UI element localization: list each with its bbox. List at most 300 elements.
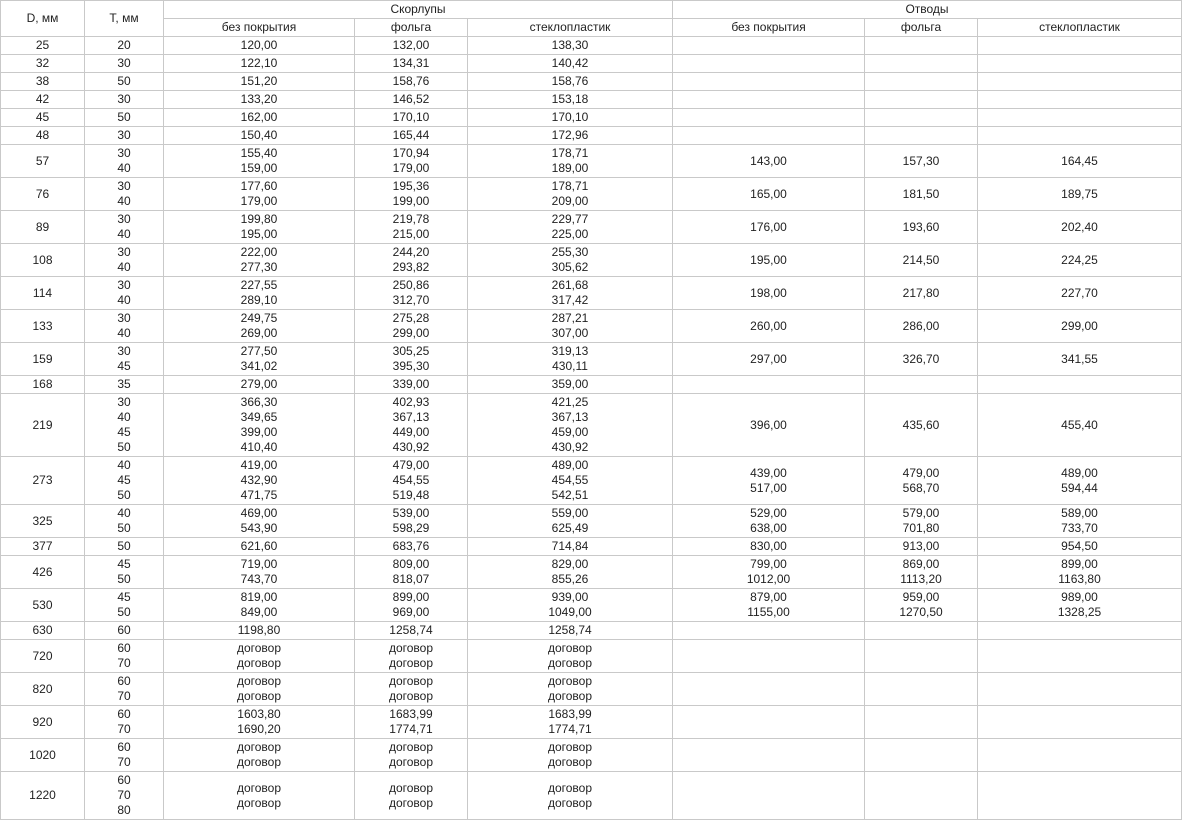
cell-shells-foil-value: 132,00 — [392, 38, 430, 52]
cell-bends-glass — [978, 706, 1182, 739]
cell-shells-glass — [468, 55, 673, 73]
cell-shells-bare-value: договор — [236, 795, 282, 810]
table-row — [1, 739, 1182, 772]
cell-shells-foil-value: 598,29 — [392, 521, 430, 535]
cell-shells-bare-value: 399,00 — [240, 425, 278, 439]
cell-shells-glass-value: 178,71 — [551, 179, 589, 193]
cell-bends-glass-value: 899,00 — [1061, 557, 1098, 571]
cell-shells-foil-value: 199,00 — [392, 194, 430, 208]
cell-shells-foil-value: договор — [388, 740, 434, 754]
cell-bends-foil-value: 286,00 — [902, 318, 940, 333]
cell-thickness-value: 45 — [117, 425, 131, 439]
cell-shells-bare-value: 249,75 — [240, 311, 278, 325]
cell-thickness — [85, 73, 164, 91]
cell-shells-glass — [468, 37, 673, 55]
cell-shells-glass — [468, 739, 673, 772]
cell-shells-glass-value: 542,51 — [551, 488, 589, 502]
cell-bends-glass — [978, 376, 1182, 394]
cell-shells-bare-value: 1690,20 — [237, 722, 281, 736]
cell-bends-foil-value: 1113,20 — [900, 572, 942, 586]
cell-bends-foil — [865, 556, 978, 589]
cell-shells-foil — [355, 178, 468, 211]
cell-bends-glass — [978, 772, 1182, 820]
cell-shells-bare-value: 133,20 — [240, 92, 278, 106]
cell-shells-foil — [355, 706, 468, 739]
header-group-shells: Скорлупы — [164, 1, 673, 19]
cell-bends-bare-value: 830,00 — [750, 539, 787, 553]
cell-shells-bare — [164, 706, 355, 739]
cell-shells-bare-value: договор — [236, 641, 282, 655]
cell-bends-bare — [673, 394, 865, 457]
cell-shells-foil — [355, 211, 468, 244]
cell-bends-foil — [865, 706, 978, 739]
cell-thickness — [85, 457, 164, 505]
cell-bends-glass-value: 224,25 — [1061, 252, 1098, 267]
cell-thickness-value: 30 — [117, 245, 131, 259]
cell-shells-bare-value: 849,00 — [240, 605, 278, 619]
cell-shells-bare-value: 419,00 — [240, 458, 278, 472]
table-row — [1, 505, 1182, 538]
cell-shells-glass — [468, 109, 673, 127]
cell-bends-glass — [978, 538, 1182, 556]
cell-shells-glass-value: 359,00 — [551, 377, 589, 391]
cell-bends-glass — [978, 244, 1182, 277]
cell-thickness-value: 30 — [117, 212, 131, 226]
cell-shells-bare-value: 122,10 — [240, 56, 278, 70]
cell-thickness-value: 30 — [117, 395, 131, 409]
cell-diameter: 1020 — [1, 739, 85, 772]
cell-bends-bare — [673, 622, 865, 640]
cell-thickness-value: 50 — [117, 521, 131, 535]
table-row — [1, 145, 1182, 178]
cell-bends-bare — [673, 73, 865, 91]
cell-shells-glass-value: 430,92 — [551, 440, 589, 454]
cell-shells-bare-value: 199,80 — [240, 212, 278, 226]
header-row-coatings — [1, 19, 1182, 37]
table-row — [1, 556, 1182, 589]
cell-shells-glass — [468, 556, 673, 589]
cell-shells-foil — [355, 772, 468, 820]
cell-shells-foil — [355, 673, 468, 706]
cell-shells-bare-value: 819,00 — [240, 590, 278, 604]
table-row — [1, 376, 1182, 394]
cell-shells-bare-value: 150,40 — [240, 128, 278, 142]
cell-thickness — [85, 622, 164, 640]
cell-shells-glass — [468, 457, 673, 505]
cell-shells-glass-value: 855,26 — [551, 572, 589, 586]
cell-shells-glass-value: 625,49 — [551, 521, 589, 535]
cell-bends-glass-value: 227,70 — [1061, 285, 1098, 300]
cell-bends-glass-value: 489,00 — [1061, 465, 1098, 480]
cell-bends-glass-value: 594,44 — [1061, 480, 1098, 495]
cell-bends-bare-value: 879,00 — [750, 590, 787, 604]
cell-shells-foil-value: 339,00 — [392, 377, 430, 391]
cell-bends-bare-value: 143,00 — [750, 153, 787, 168]
cell-shells-bare-value: 279,00 — [240, 377, 278, 391]
cell-shells-bare — [164, 310, 355, 343]
cell-shells-bare-value: 719,00 — [240, 557, 278, 571]
header-group-bends: Отводы — [673, 1, 1182, 19]
cell-shells-foil-value: договор — [388, 674, 434, 688]
cell-shells-glass — [468, 538, 673, 556]
cell-thickness — [85, 310, 164, 343]
cell-bends-glass-value: 164,45 — [1061, 153, 1098, 168]
header-bends-foil: фольга — [865, 19, 978, 37]
cell-shells-glass-value: 209,00 — [551, 194, 589, 208]
cell-shells-bare — [164, 37, 355, 55]
table-row — [1, 772, 1182, 820]
cell-shells-glass-value: 367,13 — [551, 410, 589, 424]
cell-bends-bare — [673, 772, 865, 820]
cell-thickness-value: 60 — [117, 740, 131, 754]
cell-bends-bare — [673, 178, 865, 211]
cell-thickness-value: 80 — [117, 803, 131, 817]
cell-diameter: 48 — [1, 127, 85, 145]
table-row — [1, 55, 1182, 73]
cell-bends-bare — [673, 589, 865, 622]
cell-shells-bare-value: 179,00 — [240, 194, 278, 208]
cell-thickness — [85, 739, 164, 772]
cell-bends-foil — [865, 394, 978, 457]
cell-shells-glass-value: 459,00 — [551, 425, 589, 439]
cell-bends-glass — [978, 145, 1182, 178]
cell-bends-bare-value: 799,00 — [750, 557, 787, 571]
cell-thickness — [85, 556, 164, 589]
cell-shells-foil-value: 215,00 — [392, 227, 430, 241]
cell-thickness — [85, 178, 164, 211]
cell-shells-foil — [355, 91, 468, 109]
cell-shells-bare — [164, 109, 355, 127]
cell-shells-bare-value: 543,90 — [240, 521, 278, 535]
cell-bends-glass-value: 202,40 — [1061, 219, 1098, 234]
cell-shells-glass-value: 178,71 — [551, 146, 589, 160]
cell-shells-bare — [164, 589, 355, 622]
cell-shells-foil-value: 146,52 — [392, 92, 430, 106]
cell-bends-glass — [978, 211, 1182, 244]
cell-bends-foil-value: 479,00 — [902, 465, 940, 480]
cell-shells-glass-value: 172,96 — [551, 128, 589, 142]
cell-bends-bare — [673, 55, 865, 73]
cell-shells-bare — [164, 772, 355, 820]
cell-thickness — [85, 538, 164, 556]
cell-shells-bare-value: 159,00 — [240, 161, 278, 175]
cell-thickness — [85, 277, 164, 310]
cell-shells-foil-value: договор — [388, 656, 434, 670]
cell-thickness-value: 30 — [117, 179, 131, 193]
cell-shells-foil-value: договор — [388, 641, 434, 655]
cell-diameter: 168 — [1, 376, 85, 394]
cell-shells-glass-value: договор — [547, 755, 593, 769]
cell-bends-foil-value: 959,00 — [902, 590, 940, 604]
table-row — [1, 673, 1182, 706]
cell-shells-glass — [468, 622, 673, 640]
cell-thickness — [85, 244, 164, 277]
cell-shells-foil — [355, 343, 468, 376]
cell-shells-bare — [164, 244, 355, 277]
cell-shells-foil-value: 454,55 — [392, 473, 430, 487]
cell-shells-foil-value: договор — [388, 755, 434, 769]
cell-shells-foil — [355, 622, 468, 640]
cell-shells-foil-value: 275,28 — [392, 311, 430, 325]
cell-thickness-value: 30 — [117, 56, 131, 70]
cell-thickness — [85, 673, 164, 706]
cell-thickness — [85, 91, 164, 109]
cell-bends-bare-value: 260,00 — [750, 318, 787, 333]
cell-shells-foil-value: 305,25 — [392, 344, 430, 358]
cell-thickness-value: 50 — [117, 572, 131, 586]
cell-shells-bare-value: 162,00 — [240, 110, 278, 124]
cell-bends-bare-value: 297,00 — [750, 351, 787, 366]
cell-shells-foil-value: 1258,74 — [389, 623, 433, 637]
cell-thickness-value: 60 — [117, 707, 131, 721]
cell-shells-foil-value: 179,00 — [392, 161, 430, 175]
cell-thickness-value: 60 — [117, 623, 131, 637]
cell-thickness — [85, 343, 164, 376]
cell-bends-foil — [865, 73, 978, 91]
cell-shells-bare-value: 151,20 — [240, 74, 278, 88]
header-shells-glass: стеклопластик — [468, 19, 673, 37]
cell-shells-bare-value: 177,60 — [240, 179, 278, 193]
cell-shells-glass-value: 1258,74 — [548, 623, 592, 637]
cell-shells-bare-value: 1603,80 — [237, 707, 281, 721]
cell-thickness-value: 30 — [117, 278, 131, 292]
cell-shells-glass — [468, 673, 673, 706]
cell-bends-bare — [673, 310, 865, 343]
cell-shells-glass-value: 158,76 — [551, 74, 589, 88]
cell-bends-glass — [978, 37, 1182, 55]
cell-shells-glass-value: 225,00 — [551, 227, 589, 241]
cell-shells-foil-value: 395,30 — [392, 359, 430, 373]
cell-shells-glass — [468, 505, 673, 538]
cell-thickness-value: 45 — [117, 359, 131, 373]
cell-shells-bare-value: 341,02 — [240, 359, 278, 373]
cell-bends-glass — [978, 73, 1182, 91]
cell-bends-glass-value: 189,75 — [1061, 186, 1098, 201]
cell-bends-foil-value: 568,70 — [902, 480, 940, 495]
cell-bends-bare — [673, 739, 865, 772]
cell-thickness-value: 45 — [117, 590, 131, 604]
cell-thickness-value: 40 — [117, 458, 131, 472]
table-row — [1, 457, 1182, 505]
cell-shells-glass — [468, 244, 673, 277]
cell-shells-foil-value: 809,00 — [392, 557, 430, 571]
cell-bends-glass — [978, 673, 1182, 706]
cell-thickness — [85, 127, 164, 145]
cell-bends-glass — [978, 91, 1182, 109]
cell-shells-foil-value: 293,82 — [392, 260, 430, 274]
cell-shells-bare-value: договор — [236, 674, 282, 688]
cell-shells-bare — [164, 673, 355, 706]
cell-thickness-value: 70 — [117, 755, 131, 769]
cell-bends-glass — [978, 739, 1182, 772]
cell-bends-bare — [673, 37, 865, 55]
cell-shells-bare — [164, 91, 355, 109]
cell-shells-bare-value: 471,75 — [240, 488, 278, 502]
cell-bends-glass — [978, 109, 1182, 127]
cell-bends-bare — [673, 343, 865, 376]
cell-shells-foil-value: 1683,99 — [389, 707, 433, 721]
cell-shells-glass-value: 319,13 — [551, 344, 589, 358]
cell-shells-glass-value: 307,00 — [551, 326, 589, 340]
table-row — [1, 640, 1182, 673]
cell-bends-glass — [978, 55, 1182, 73]
cell-thickness — [85, 376, 164, 394]
table-row — [1, 538, 1182, 556]
cell-bends-glass-value: 455,40 — [1061, 417, 1098, 432]
cell-bends-foil — [865, 109, 978, 127]
cell-shells-glass-value: 317,42 — [551, 293, 589, 307]
cell-shells-foil — [355, 640, 468, 673]
cell-shells-glass — [468, 376, 673, 394]
cell-bends-foil — [865, 589, 978, 622]
cell-shells-glass — [468, 394, 673, 457]
cell-shells-bare-value: 289,10 — [240, 293, 278, 307]
cell-thickness-value: 20 — [117, 38, 131, 52]
cell-shells-bare-value: договор — [236, 656, 282, 670]
cell-bends-bare-value: 195,00 — [750, 252, 787, 267]
cell-bends-foil — [865, 91, 978, 109]
cell-diameter: 530 — [1, 589, 85, 622]
cell-bends-glass-value: 1328,25 — [1057, 605, 1102, 619]
cell-shells-glass-value: договор — [547, 674, 593, 688]
cell-shells-glass-value: 261,68 — [551, 278, 589, 292]
cell-shells-glass — [468, 211, 673, 244]
cell-shells-foil-value: 969,00 — [392, 605, 430, 619]
cell-diameter: 377 — [1, 538, 85, 556]
cell-bends-bare-value: 165,00 — [750, 186, 787, 201]
cell-shells-foil — [355, 538, 468, 556]
cell-diameter: 219 — [1, 394, 85, 457]
table-row — [1, 310, 1182, 343]
cell-shells-bare — [164, 622, 355, 640]
cell-thickness-value: 60 — [117, 674, 131, 688]
cell-shells-glass — [468, 127, 673, 145]
cell-bends-glass-value: 989,00 — [1061, 590, 1098, 604]
cell-shells-glass-value: договор — [547, 795, 593, 810]
cell-thickness — [85, 505, 164, 538]
cell-shells-glass — [468, 640, 673, 673]
cell-diameter: 38 — [1, 73, 85, 91]
cell-shells-bare-value: 1198,80 — [237, 623, 281, 637]
cell-diameter: 114 — [1, 277, 85, 310]
cell-shells-bare — [164, 739, 355, 772]
cell-bends-foil — [865, 457, 978, 505]
cell-diameter: 133 — [1, 310, 85, 343]
cell-thickness-value: 70 — [117, 722, 131, 736]
cell-shells-bare-value: 195,00 — [240, 227, 278, 241]
cell-shells-foil — [355, 310, 468, 343]
cell-bends-foil-value: 214,50 — [902, 252, 940, 267]
cell-shells-foil — [355, 457, 468, 505]
cell-bends-glass — [978, 178, 1182, 211]
cell-shells-foil-value: 195,36 — [392, 179, 430, 193]
cell-shells-glass — [468, 310, 673, 343]
cell-shells-foil — [355, 127, 468, 145]
cell-bends-bare-value: 439,00 — [750, 465, 787, 480]
cell-bends-bare — [673, 211, 865, 244]
cell-bends-bare — [673, 505, 865, 538]
table-row — [1, 343, 1182, 376]
cell-shells-foil-value: 244,20 — [392, 245, 430, 259]
cell-thickness — [85, 589, 164, 622]
table-body — [1, 37, 1182, 820]
cell-bends-foil — [865, 37, 978, 55]
cell-shells-bare-value: 227,55 — [240, 278, 278, 292]
cell-shells-foil — [355, 589, 468, 622]
cell-shells-foil-value: 449,00 — [392, 425, 430, 439]
cell-shells-bare-value: 432,90 — [240, 473, 278, 487]
cell-shells-glass-value: договор — [547, 641, 593, 655]
cell-shells-glass-value: 1683,99 — [548, 707, 592, 721]
cell-shells-bare-value: 621,60 — [240, 539, 278, 553]
cell-bends-foil — [865, 145, 978, 178]
cell-shells-bare-value: 155,40 — [240, 146, 278, 160]
cell-shells-bare-value: договор — [236, 740, 282, 754]
cell-shells-foil-value: 312,70 — [392, 293, 430, 307]
cell-shells-foil-value: 367,13 — [392, 410, 430, 424]
cell-diameter: 273 — [1, 457, 85, 505]
cell-thickness — [85, 37, 164, 55]
cell-shells-glass-value: 287,21 — [551, 311, 589, 325]
header-bends-bare: без покрытия — [673, 19, 865, 37]
cell-thickness-value: 45 — [117, 473, 131, 487]
cell-diameter: 25 — [1, 37, 85, 55]
cell-bends-glass — [978, 127, 1182, 145]
cell-bends-foil-value: 701,80 — [902, 521, 940, 535]
cell-shells-bare-value: договор — [236, 780, 282, 795]
table-row — [1, 394, 1182, 457]
cell-shells-foil-value: 158,76 — [392, 74, 430, 88]
cell-shells-glass-value: 454,55 — [551, 473, 589, 487]
cell-bends-bare-value: 1155,00 — [747, 605, 790, 619]
cell-shells-bare-value: 269,00 — [240, 326, 278, 340]
cell-bends-bare — [673, 640, 865, 673]
cell-bends-glass-value: 299,00 — [1061, 318, 1098, 333]
cell-shells-glass-value: 430,11 — [552, 359, 588, 373]
cell-bends-bare-value: 396,00 — [750, 417, 787, 432]
cell-thickness-value: 45 — [117, 557, 131, 571]
cell-thickness-value: 70 — [117, 689, 131, 703]
cell-bends-glass — [978, 343, 1182, 376]
cell-bends-glass — [978, 589, 1182, 622]
cell-shells-foil-value: 170,94 — [392, 146, 430, 160]
cell-bends-foil — [865, 310, 978, 343]
cell-shells-foil — [355, 505, 468, 538]
cell-diameter: 159 — [1, 343, 85, 376]
cell-diameter: 1220 — [1, 772, 85, 820]
cell-bends-glass — [978, 640, 1182, 673]
table-row — [1, 244, 1182, 277]
cell-diameter: 820 — [1, 673, 85, 706]
cell-thickness-value: 40 — [117, 194, 131, 208]
cell-shells-bare — [164, 394, 355, 457]
cell-shells-glass — [468, 178, 673, 211]
cell-bends-foil-value: 913,00 — [902, 539, 940, 553]
cell-shells-bare — [164, 73, 355, 91]
cell-shells-foil — [355, 739, 468, 772]
cell-shells-foil-value: 219,78 — [392, 212, 430, 226]
cell-shells-glass-value: договор — [547, 689, 593, 703]
cell-shells-glass-value: 714,84 — [551, 539, 589, 553]
cell-bends-glass — [978, 394, 1182, 457]
cell-thickness-value: 40 — [117, 326, 131, 340]
cell-bends-bare — [673, 277, 865, 310]
cell-diameter: 57 — [1, 145, 85, 178]
cell-thickness-value: 40 — [117, 293, 131, 307]
cell-thickness-value: 40 — [117, 227, 131, 241]
cell-shells-bare-value: договор — [236, 689, 282, 703]
header-bends-glass: стеклопластик — [978, 19, 1182, 37]
